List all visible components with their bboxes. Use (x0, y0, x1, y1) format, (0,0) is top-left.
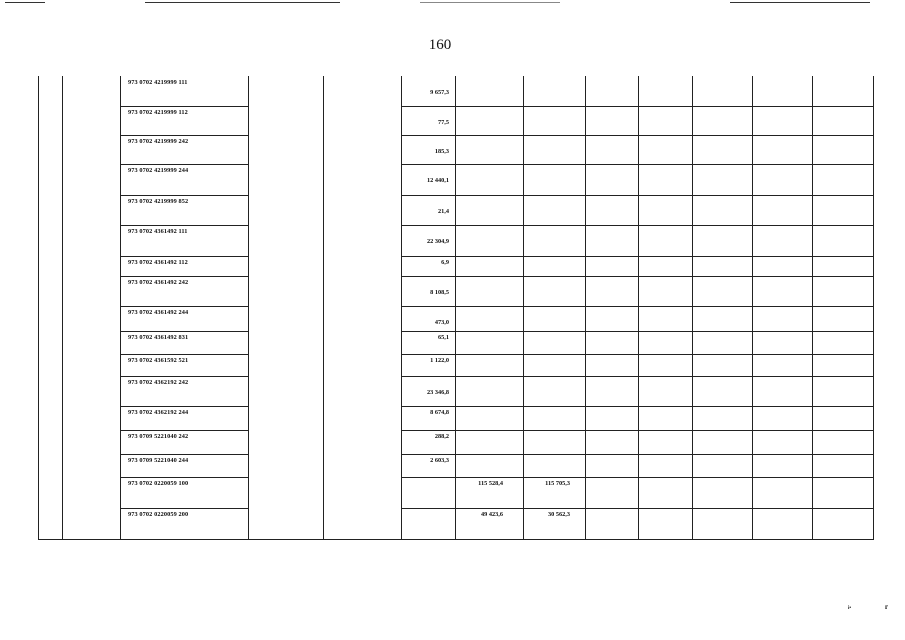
column-rule (692, 76, 693, 539)
column-rule (62, 76, 63, 539)
row-code: 973 0702 4219999 244 (128, 167, 189, 174)
row-code: 973 0702 4361592 521 (128, 357, 189, 364)
page-number: 160 (428, 37, 452, 53)
row-rule (401, 477, 873, 478)
column-rule (752, 76, 753, 539)
row-rule (120, 331, 248, 332)
row-value: 6,9 (441, 259, 449, 266)
row-code: 973 0709 5221040 242 (128, 433, 189, 440)
row-value: 473,0 (434, 319, 449, 326)
row-code: 973 0702 4219999 242 (128, 138, 189, 145)
row-value: 185,3 (434, 148, 449, 155)
row-rule (401, 306, 873, 307)
row-rule (120, 276, 248, 277)
row-rule (401, 354, 873, 355)
row-rule (120, 508, 248, 509)
row-rule (120, 477, 248, 478)
row-code: 973 0702 4362192 242 (128, 379, 189, 386)
row-rule (401, 376, 873, 377)
column-rule (401, 76, 402, 539)
row-value: 288,2 (434, 433, 449, 440)
column-rule (873, 76, 874, 539)
row-value: 77,5 (437, 119, 449, 126)
row-rule (120, 406, 248, 407)
row-rule (401, 508, 873, 509)
row-rule (401, 276, 873, 277)
row-value: 23 346,8 (426, 389, 449, 396)
table-bottom-rule (38, 539, 874, 540)
row-value-col2: 115 528,4 (478, 480, 503, 487)
row-rule (120, 430, 248, 431)
column-rule (455, 76, 456, 539)
row-rule (401, 454, 873, 455)
row-value: 8 674,8 (430, 409, 449, 416)
row-value: 1 122,0 (430, 357, 449, 364)
row-rule (401, 331, 873, 332)
column-rule (523, 76, 524, 539)
row-value: 22 304,9 (426, 238, 449, 245)
column-rule (323, 76, 324, 539)
row-rule (120, 106, 248, 107)
row-value: 21,4 (437, 208, 449, 215)
row-value: 8 108,5 (430, 289, 449, 296)
row-code: 973 0702 0220059 200 (128, 511, 189, 518)
row-value: 2 603,3 (430, 457, 449, 464)
row-rule (120, 164, 248, 165)
row-code: 973 0702 0220059 100 (128, 480, 189, 487)
column-rule (248, 76, 249, 539)
row-code: 973 0702 4361492 112 (128, 259, 188, 266)
row-rule (120, 454, 248, 455)
row-rule (401, 406, 873, 407)
row-value-col3: 115 705,3 (545, 480, 570, 487)
row-rule (401, 225, 873, 226)
corner-mark: г (885, 603, 889, 611)
column-rule (120, 76, 121, 539)
row-rule (120, 225, 248, 226)
row-code: 973 0702 4219999 111 (128, 79, 188, 86)
column-rule (638, 76, 639, 539)
row-value-col3: 30 562,3 (547, 511, 570, 518)
row-rule (401, 135, 873, 136)
row-rule (401, 430, 873, 431)
row-code: 973 0702 4219999 852 (128, 198, 189, 205)
row-code: 973 0709 5221040 244 (128, 457, 189, 464)
row-value-col2: 49 423,6 (480, 511, 503, 518)
row-code: 973 0702 4361492 111 (128, 228, 188, 235)
column-rule (38, 76, 39, 539)
row-value: 65,1 (437, 334, 449, 341)
row-value: 12 440,1 (426, 177, 449, 184)
row-code: 973 0702 4361492 244 (128, 309, 189, 316)
row-code: 973 0702 4361492 831 (128, 334, 189, 341)
row-value: 9 657,3 (430, 89, 449, 96)
column-rule (585, 76, 586, 539)
row-rule (401, 106, 873, 107)
corner-mark: і• (848, 606, 852, 611)
row-rule (401, 164, 873, 165)
row-rule (120, 256, 248, 257)
row-rule (401, 195, 873, 196)
column-rule (812, 76, 813, 539)
row-code: 973 0702 4361492 242 (128, 279, 189, 286)
row-rule (120, 376, 248, 377)
row-code: 973 0702 4362192 244 (128, 409, 189, 416)
row-rule (120, 306, 248, 307)
row-rule (401, 256, 873, 257)
row-code: 973 0702 4219999 112 (128, 109, 188, 116)
row-rule (120, 135, 248, 136)
row-rule (120, 195, 248, 196)
row-rule (120, 354, 248, 355)
